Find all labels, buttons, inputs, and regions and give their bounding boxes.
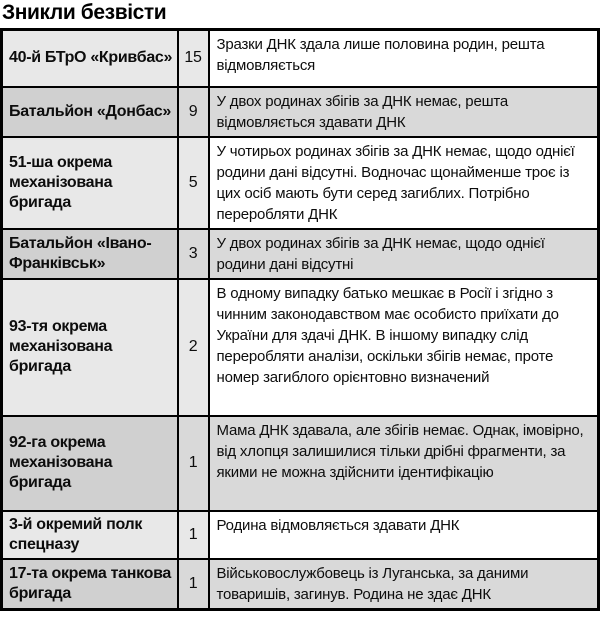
- page-title: Зникли безвісти: [2, 1, 167, 24]
- dna-status-cell: В одному випадку батько мешкає в Росії і згідно з чинним законодавством має особисто приїхати до України для здачі ДНК. В іншому випадку слід переробляти аналізи, оскільки збігів немає, проте номер загиблого орієнтовно визначений: [209, 279, 599, 416]
- missing-count-cell: 1: [178, 511, 209, 559]
- missing-count-cell: 9: [178, 87, 209, 137]
- dna-status-cell: Мама ДНК здавала, але збігів немає. Однак, імовірно, від хлопця залишилися тільки дрібні фрагменти, за якими не можна здійснити ідентифікацію: [209, 416, 599, 511]
- dna-status-cell: Зразки ДНК здала лише половина родин, решта відмовляється: [209, 30, 599, 87]
- unit-name-cell: Батальйон «Івано-Франківськ»: [2, 229, 178, 279]
- table-row: [2, 229, 599, 279]
- unit-name-cell: 92-га окрема механізована бригада: [2, 416, 178, 511]
- table-row: [2, 559, 599, 610]
- missing-in-action-table: [0, 28, 600, 611]
- missing-count-cell: 2: [178, 279, 209, 416]
- unit-name-cell: 51-ша окрема механізована бригада: [2, 137, 178, 229]
- missing-count-cell: 3: [178, 229, 209, 279]
- unit-name-cell: 3-й окремий полк спецназу: [2, 511, 178, 559]
- table-row: [2, 279, 599, 416]
- table-row: [2, 87, 599, 137]
- dna-status-cell: У двох родинах збігів за ДНК немає, решта відмовляється здавати ДНК: [209, 87, 599, 137]
- dna-status-cell: Родина відмовляється здавати ДНК: [209, 511, 599, 559]
- unit-name-cell: 93-тя окрема механізована бригада: [2, 279, 178, 416]
- missing-count-cell: 15: [178, 30, 209, 87]
- missing-count-cell: 5: [178, 137, 209, 229]
- table-row: [2, 511, 599, 559]
- table-row: [2, 137, 599, 229]
- table-row: [2, 416, 599, 511]
- missing-count-cell: 1: [178, 416, 209, 511]
- table-row: [2, 30, 599, 87]
- unit-name-cell: 40-й БТрО «Кривбас»: [2, 30, 178, 87]
- dna-status-cell: Військовослужбовець із Луганська, за даними товаришів, загинув. Родина не здає ДНК: [209, 559, 599, 610]
- missing-count-cell: 1: [178, 559, 209, 610]
- table-body: [2, 30, 599, 610]
- unit-name-cell: Батальйон «Донбас»: [2, 87, 178, 137]
- unit-name-cell: 17-та окрема танкова бригада: [2, 559, 178, 610]
- dna-status-cell: У чотирьох родинах збігів за ДНК немає, щодо однієї родини дані відсутні. Водночас щонайменше троє із цих осіб мають бути серед загиблих. Потрібно переробляти ДНК: [209, 137, 599, 229]
- dna-status-cell: У двох родинах збігів за ДНК немає, щодо однієї родини дані відсутні: [209, 229, 599, 279]
